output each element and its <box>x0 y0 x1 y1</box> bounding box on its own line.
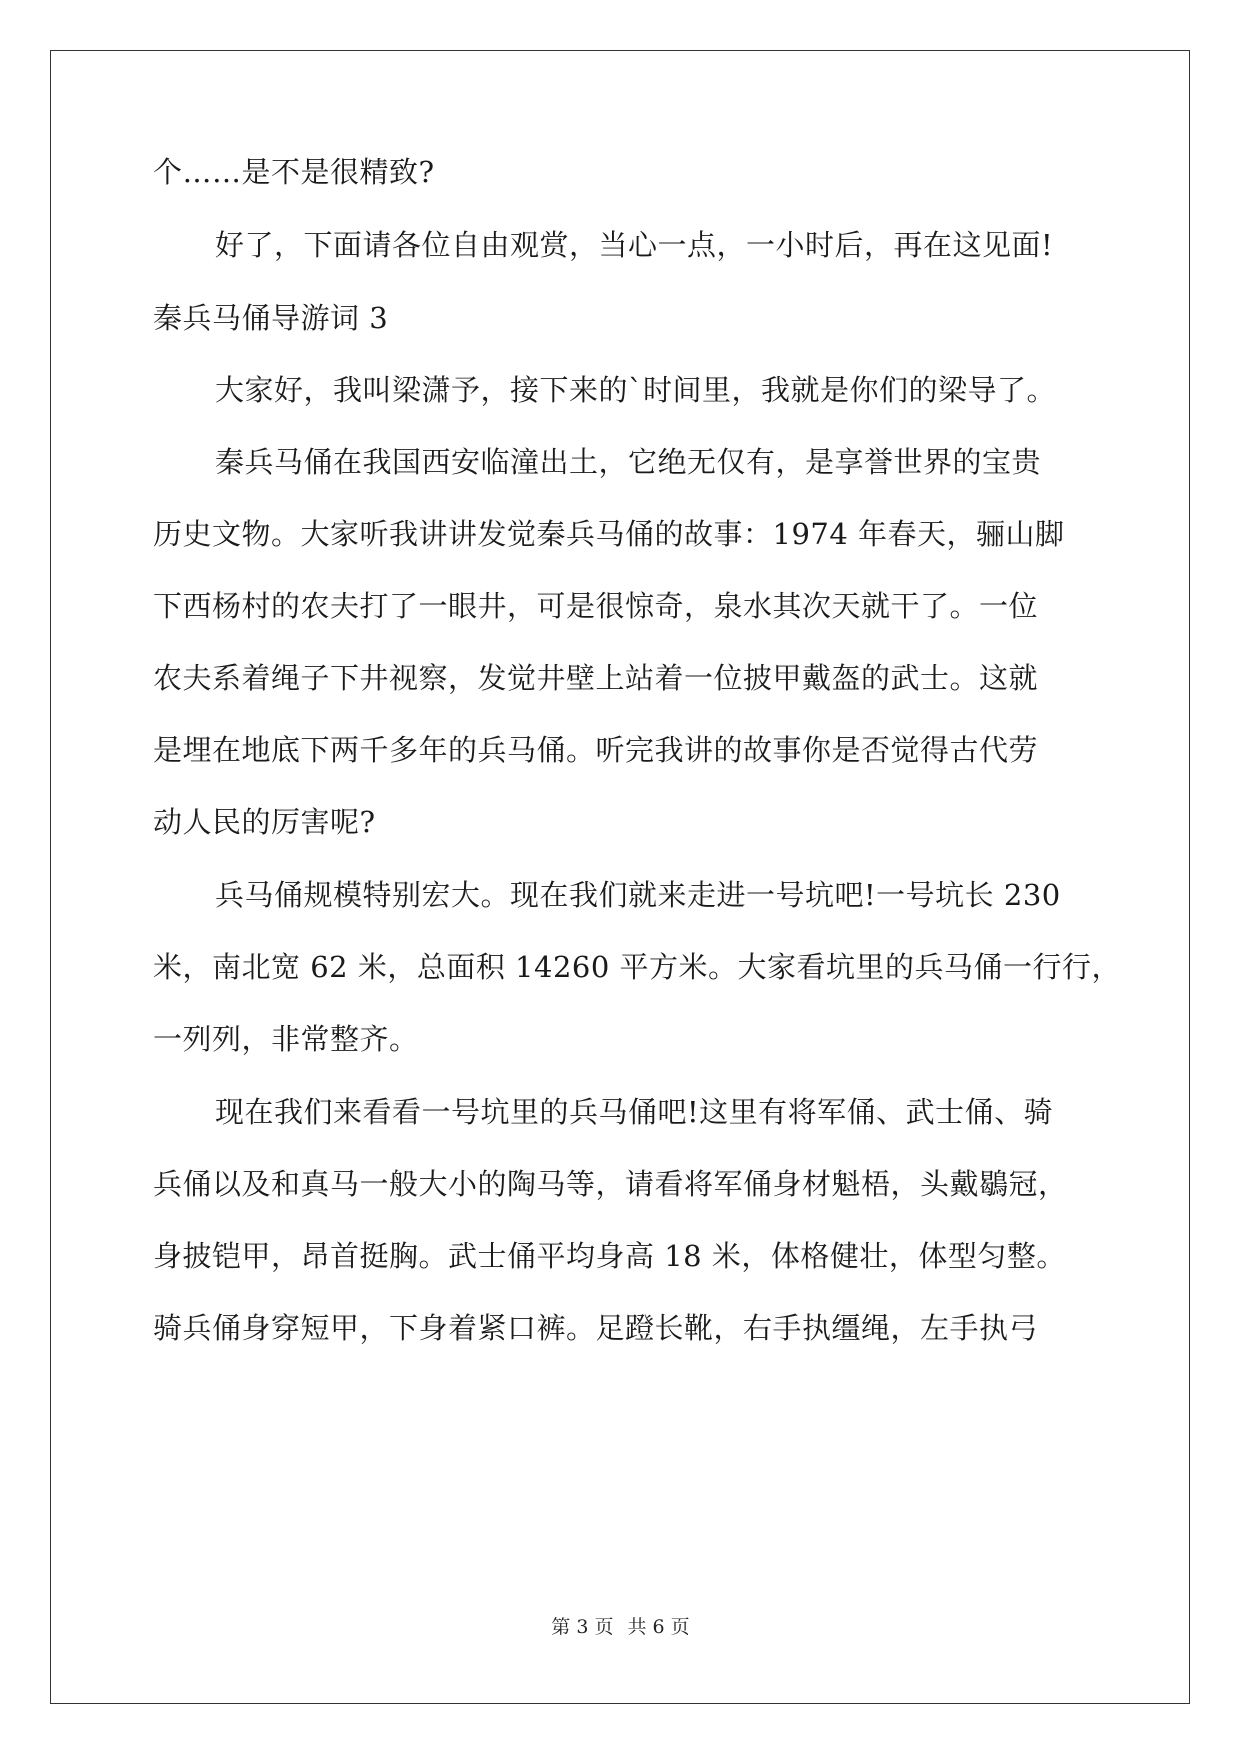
page-footer <box>0 1612 1241 1639</box>
text-line: 米，南北宽 62 米，总面积 14260 平方米。大家看坑里的兵马俑一行行， <box>153 950 1122 984</box>
text-line: 个……是不是很精致? <box>153 155 435 189</box>
text-line: 兵马俑规模特别宏大。现在我们就来走进一号坑吧!一号坑长 230 <box>215 878 1061 912</box>
text-line: 动人民的厉害呢? <box>153 805 376 839</box>
page-total: 共 6 页 <box>627 1616 690 1638</box>
text-line: 骑兵俑身穿短甲，下身着紧口裤。足蹬长靴，右手执缰绳，左手执弓 <box>153 1311 1039 1345</box>
text-line: 好了，下面请各位自由观赏，当心一点，一小时后，再在这见面! <box>215 228 1054 262</box>
text-line: 大家好，我叫梁潇予，接下来的`时间里，我就是你们的梁导了。 <box>215 373 1057 407</box>
text-line: 身披铠甲，昂首挺胸。武士俑平均身高 18 米，体格健壮，体型匀整。 <box>153 1239 1066 1273</box>
text-line: 兵俑以及和真马一般大小的陶马等，请看将军俑身材魁梧，头戴鶡冠， <box>153 1167 1068 1201</box>
text-line: 是埋在地底下两千多年的兵马俑。听完我讲的故事你是否觉得古代劳 <box>153 733 1039 767</box>
text-line: 一列列，非常整齐。 <box>153 1022 419 1056</box>
text-line: 下西杨村的农夫打了一眼井，可是很惊奇，泉水其次天就干了。一位 <box>153 589 1039 623</box>
text-line: 现在我们来看看一号坑里的兵马俑吧!这里有将军俑、武士俑、骑 <box>215 1095 1054 1129</box>
text-line: 秦兵马俑在我国西安临潼出土，它绝无仅有，是享誉世界的宝贵 <box>215 445 1042 479</box>
text-line: 历史文物。大家听我讲讲发觉秦兵马俑的故事：1974 年春天，骊山脚 <box>153 517 1065 551</box>
section-heading: 秦兵马俑导游词 3 <box>153 301 389 335</box>
text-line: 农夫系着绳子下井视察，发觉井壁上站着一位披甲戴盔的武士。这就 <box>153 661 1039 695</box>
page-number: 第 3 页 <box>551 1616 614 1638</box>
